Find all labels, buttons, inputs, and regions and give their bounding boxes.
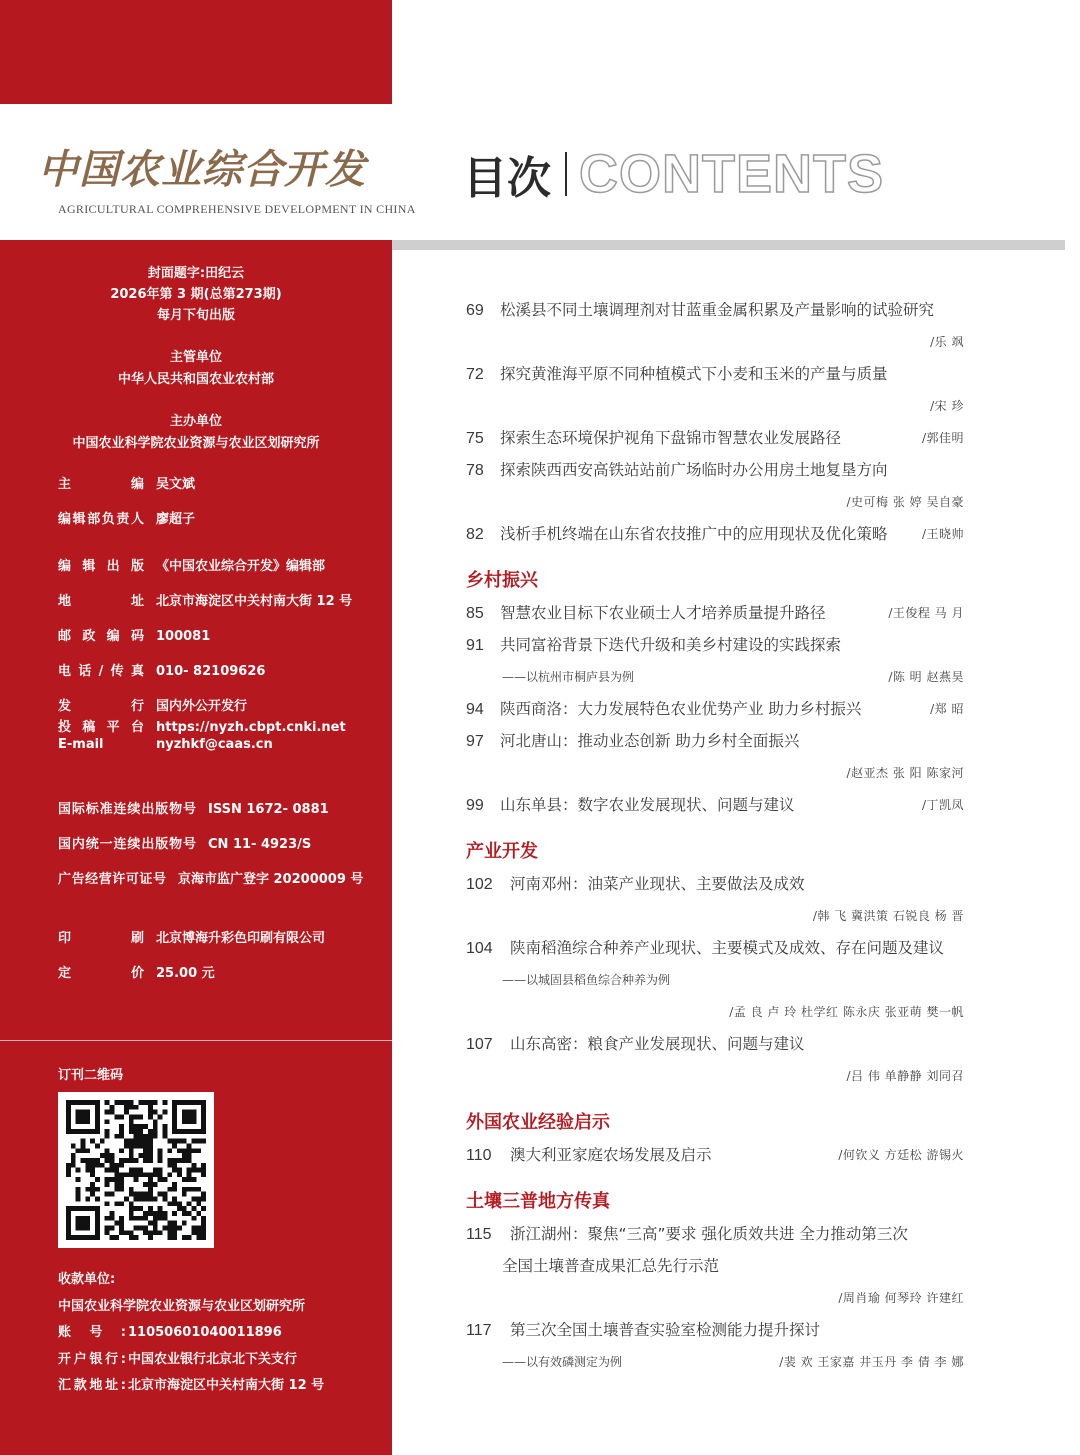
dept-head-value: 廖超子: [156, 512, 196, 527]
address-value: 北京市海淀区中关村南大街 12 号: [156, 594, 353, 609]
sponsor: 中国农业科学院农业资源与农业区划研究所: [72, 436, 320, 451]
toc-entry[interactable]: [466, 872, 805, 894]
article-title: 探究黄淮海平原不同种植模式下小麦和玉米的产量与质量: [500, 365, 888, 383]
account-row: [58, 1321, 282, 1340]
price-label: 定价: [58, 966, 144, 981]
article-title: 探索陕西西安高铁站站前广场临时办公用房土地复垦方向: [500, 461, 888, 479]
article-authors: /郭佳明: [921, 431, 964, 445]
article-title: 松溪县不同土壤调理剂对甘蓝重金属积累及产量影响的试验研究: [500, 301, 935, 319]
title-divider: [565, 152, 567, 196]
remit-value: 北京市海淀区中关村南大街 12 号: [128, 1378, 325, 1393]
editor-label: 主编: [58, 477, 144, 492]
publication-frequency: 每月下旬出版: [156, 308, 235, 323]
article-authors: /王俊程 马 月: [888, 606, 964, 620]
issn-row: [58, 798, 329, 818]
distribution-row: [58, 695, 247, 715]
printer-label: 印刷: [58, 931, 144, 946]
page-number: 69: [466, 302, 484, 319]
toc-entry[interactable]: [466, 1222, 908, 1244]
page-number: 97: [466, 733, 484, 750]
postcode-value: 100081: [156, 629, 211, 644]
phone-label: 电话/传真: [58, 664, 144, 679]
printer-row: [58, 927, 325, 947]
toc-entry[interactable]: [466, 458, 888, 480]
toc-entry[interactable]: [466, 1032, 805, 1054]
article-authors: /孟 良 卢 玲 杜学红 陈永庆 张亚萌 樊一帆: [729, 1005, 964, 1019]
address-row: [58, 590, 352, 610]
sponsor-label: 主办单位: [169, 414, 222, 429]
bank-label: 开户银行:: [58, 1352, 126, 1367]
page-number: 117: [466, 1322, 492, 1339]
section-heading: 乡村振兴: [466, 570, 538, 591]
publisher-label: 编辑出版: [58, 559, 144, 574]
publisher-row: [58, 555, 325, 575]
account-label: 账号:: [58, 1325, 126, 1340]
price-row: [58, 962, 215, 982]
page-number: 99: [466, 797, 484, 814]
page-number: 72: [466, 366, 484, 383]
article-title: 浙江湖州：聚焦“三高”要求 强化质效共进 全力推动第三次: [510, 1225, 908, 1243]
phone-value: 010- 82109626: [156, 664, 266, 679]
toc-entry[interactable]: [466, 936, 944, 958]
email-row: [58, 737, 273, 757]
article-authors: /史可梅 张 婷 吴自豪: [846, 495, 964, 509]
cn-row: [58, 833, 311, 853]
dept-head-row: [58, 508, 195, 528]
bank-row: [58, 1348, 297, 1367]
article-title: 智慧农业目标下农业硕士人才培养质量提升路径: [500, 604, 826, 622]
article-authors: /韩 飞 冀洪策 石锐良 杨 晋: [812, 909, 964, 923]
article-subtitle: ——以有效磷测定为例: [502, 1355, 623, 1369]
toc-entry[interactable]: [466, 362, 888, 384]
cover-calligraphy: 封面题字:田纪云: [147, 266, 245, 281]
page-number: 78: [466, 462, 484, 479]
page-number: 115: [466, 1226, 492, 1243]
article-authors: /裴 欢 王家嘉 井玉丹 李 倩 李 娜: [779, 1355, 964, 1369]
bank-value: 中国农业银行北京北下关支行: [128, 1352, 298, 1367]
publisher-value: 《中国农业综合开发》编辑部: [156, 559, 326, 574]
toc-entry[interactable]: [466, 298, 934, 320]
page-number: 85: [466, 605, 484, 622]
ad-license-label: 广告经营许可证号: [58, 872, 166, 887]
toc-entry[interactable]: [466, 522, 888, 544]
toc-entry[interactable]: [466, 633, 841, 655]
article-authors: /赵亚杰 张 阳 陈家河: [846, 766, 964, 780]
page-number: 75: [466, 430, 484, 447]
toc-entry[interactable]: [466, 1318, 820, 1340]
subscription-qr-code[interactable]: [58, 1092, 214, 1248]
issue-number: 2026年第 3 期(总第273期): [110, 287, 282, 302]
toc-entry[interactable]: [466, 697, 861, 719]
article-authors: /吕 伟 单静静 刘同召: [846, 1069, 964, 1083]
distribution-label: 发行: [58, 699, 144, 714]
payee-value: 中国农业科学院农业资源与农业区划研究所: [58, 1299, 306, 1314]
contents-title-en: CONTENTS: [579, 144, 884, 204]
page-number: 102: [466, 876, 493, 893]
email-label: E-mail: [58, 737, 104, 752]
email-link[interactable]: nyzhkf@caas.cn: [156, 737, 273, 752]
toc-entry[interactable]: [466, 729, 799, 751]
distribution-value: 国内外公开发行: [156, 699, 248, 714]
section-heading: 产业开发: [466, 841, 538, 862]
page-number: 91: [466, 637, 484, 654]
postcode-row: [58, 625, 210, 645]
issn-label: 国际标准连续出版物号: [58, 802, 196, 817]
editor-row: [58, 473, 195, 493]
article-authors: /郑 昭: [930, 702, 964, 716]
article-title: 浅析手机终端在山东省农技推广中的应用现状及优化策略: [500, 525, 888, 543]
editor-value: 吴文斌: [156, 477, 196, 492]
address-label: 地址: [58, 594, 144, 609]
account-value: 11050601040011896: [128, 1325, 282, 1340]
remit-label: 汇款地址:: [58, 1378, 126, 1393]
toc-entry[interactable]: [466, 793, 795, 815]
article-authors: /陈 明 赵燕昊: [888, 670, 964, 684]
ad-license-row: [58, 868, 363, 888]
article-authors: /丁凯凤: [921, 798, 964, 812]
remit-row: [58, 1374, 324, 1393]
submission-platform-link[interactable]: https://nyzh.cbpt.cnki.net: [156, 720, 346, 735]
article-authors: /周肖瑜 何琴玲 许建红: [838, 1291, 964, 1305]
section-heading: 土壤三普地方传真: [466, 1191, 610, 1212]
article-subtitle: ——以杭州市桐庐县为例: [502, 670, 635, 684]
cn-label: 国内统一连续出版物号: [58, 837, 196, 852]
printer-value: 北京博海升彩色印刷有限公司: [156, 931, 326, 946]
section-heading: 外国农业经验启示: [466, 1112, 610, 1133]
ad-license-value: 京海市监广登字 20200009 号: [178, 872, 364, 887]
contents-rule: [392, 240, 1065, 250]
info-divider: [0, 1040, 392, 1041]
article-title: 第三次全国土壤普查实验室检测能力提升探讨: [510, 1321, 821, 1339]
price-value: 25.00 元: [156, 966, 215, 981]
article-authors: /王晓帅: [921, 527, 964, 541]
article-title: 山东高密：粮食产业发展现状、问题与建议: [510, 1035, 805, 1053]
article-title: 河北唐山：推动业态创新 助力乡村全面振兴: [500, 732, 800, 750]
contents-heading: [463, 142, 884, 206]
dept-head-label: 编辑部负责人: [58, 512, 144, 527]
supervisor: 中华人民共和国农业农村部: [117, 372, 274, 387]
page-number: 107: [466, 1036, 493, 1053]
article-authors: /宋 珍: [930, 399, 964, 413]
article-authors: /乐 飒: [930, 335, 964, 349]
contents-title-cn: 目次: [463, 153, 551, 204]
article-title: 探索生态环境保护视角下盘锦市智慧农业发展路径: [500, 429, 842, 447]
page-number: 110: [466, 1147, 492, 1164]
article-subtitle: ——以城固县稻鱼综合种养为例: [502, 973, 671, 987]
issn-value: ISSN 1672- 0881: [208, 802, 329, 817]
qr-label: 订刊二维码: [58, 1068, 124, 1083]
payee-label: 收款单位:: [58, 1272, 116, 1287]
journal-logo-cn: 中国农业综合开发: [38, 146, 366, 193]
postcode-label: 邮政编码: [58, 629, 144, 644]
toc-entry[interactable]: [466, 426, 841, 448]
qr-code-icon: [66, 1100, 206, 1240]
article-title: 澳大利亚家庭农场发展及启示: [510, 1146, 712, 1164]
page-number: 104: [466, 940, 493, 957]
top-red-band: [0, 0, 392, 104]
article-authors: /何钦义 方廷松 游锡火: [838, 1148, 964, 1162]
article-title: 陕西商洛：大力发展特色农业优势产业 助力乡村振兴: [500, 700, 862, 718]
platform-label: 投稿平台: [58, 720, 144, 735]
article-title: 河南邓州：油菜产业现状、主要做法及成效: [510, 875, 805, 893]
toc-entry[interactable]: [466, 601, 826, 623]
article-title: 山东单县：数字农业发展现状、问题与建议: [500, 796, 795, 814]
article-title: 陕南稻渔综合种养产业现状、主要模式及成效、存在问题及建议: [510, 939, 945, 957]
page-number: 94: [466, 701, 484, 718]
article-title-continued: 全国土壤普查成果汇总先行示范: [502, 1257, 720, 1275]
toc-entry[interactable]: [466, 1143, 712, 1165]
supervisor-label: 主管单位: [169, 350, 222, 365]
phone-row: [58, 660, 265, 680]
cn-value: CN 11- 4923/S: [208, 837, 312, 852]
page-number: 82: [466, 526, 484, 543]
platform-row: [58, 716, 346, 736]
journal-logo-en: AGRICULTURAL COMPREHENSIVE DEVELOPMENT IN CHINA: [58, 202, 416, 216]
article-title: 共同富裕背景下迭代升级和美乡村建设的实践探索: [500, 636, 842, 654]
